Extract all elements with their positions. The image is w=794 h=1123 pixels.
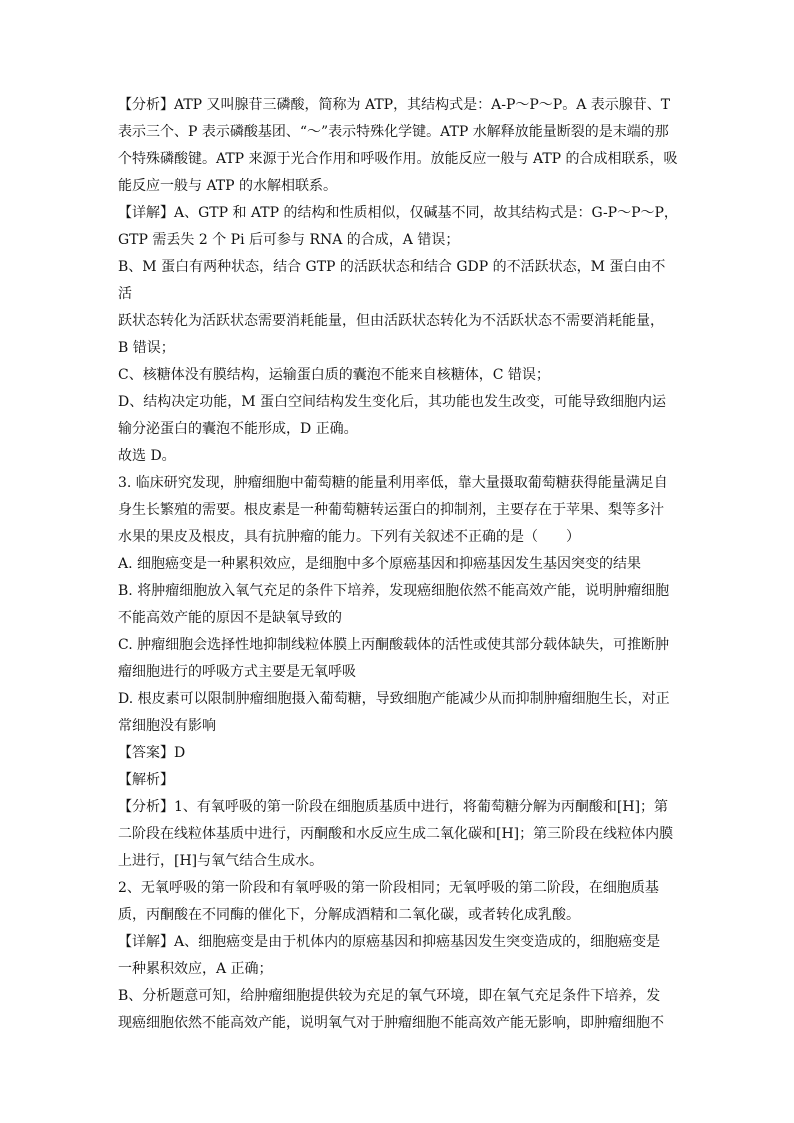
text-line: B、M 蛋白有两种状态，结合 GTP 的活跃状态和结合 GDP 的不活跃状态，M 蛋白由不活: [118, 259, 666, 302]
option-a: A. 细胞癌变是一种累积效应，是细胞中多个原癌基因和抑癌基因发生基因突变的结果: [118, 556, 642, 572]
text-line: 表示三个、P 表示磷酸基团、“～”表示特殊化学键。ATP 水解释放能量断裂的是末端的那: [118, 124, 669, 140]
text-line: 个特殊磷酸键。ATP 来源于光合作用和呼吸作用。放能反应一般与 ATP 的合成相联系，吸: [118, 151, 678, 167]
text-line: D、结构决定功能，M 蛋白空间结构发生变化后，其功能也发生改变，可能导致细胞内运: [118, 394, 667, 410]
text-line: 【分析】1、有氧呼吸的第一阶段在细胞质基质中进行，将葡萄糖分解为丙酮酸和[H]；第: [118, 799, 669, 815]
text-line: 输分泌蛋白的囊泡不能形成，D 正确。: [118, 421, 358, 437]
text-line: 故选 D。: [118, 448, 176, 464]
text-line: 【详解】A、细胞癌变是由于机体内的原癌基因和抑癌基因发生突变造成的，细胞癌变是: [118, 934, 661, 950]
text-line: 质，丙酮酸在不同酶的催化下，分解成酒精和二氧化碳，或者转化成乳酸。: [118, 907, 580, 923]
option-d: D. 根皮素可以限制肿瘤细胞摄入葡萄糖，导致细胞产能减少从而抑制肿瘤细胞生长，对正: [118, 691, 670, 707]
text-line: 【分析】ATP 又叫腺苷三磷酸，简称为 ATP，其结构式是：A-P～P～P。A 表示腺苷、T: [118, 97, 671, 113]
text-line: C、核糖体没有膜结构，运输蛋白质的囊泡不能来自核糖体，C 错误；: [118, 367, 550, 383]
text-line: GTP 需丢失 2 个 Pi 后可参与 RNA 的合成，A 错误；: [118, 232, 460, 248]
option-b: 不能高效产能的原因不是缺氧导致的: [118, 610, 342, 626]
answer-label: 【答案】D: [118, 745, 186, 761]
option-c: C. 肿瘤细胞会选择性地抑制线粒体膜上丙酮酸载体的活性或使其部分载体缺失，可推断肿: [118, 637, 670, 653]
text-line: 上进行，[H]与氧气结合生成水。: [118, 853, 324, 869]
text-line: 二阶段在线粒体基质中进行，丙酮酸和水反应生成二氧化碳和[H]；第三阶段在线粒体内膜: [118, 826, 674, 842]
text-line: 2、无氧呼吸的第一阶段和有氧呼吸的第一阶段相同；无氧呼吸的第二阶段，在细胞质基: [118, 880, 659, 896]
text-line: B、分析题意可知，给肿瘤细胞提供较为充足的氧气环境，即在氧气充足条件下培养，发: [118, 988, 661, 1004]
text-line: 【详解】A、GTP 和 ATP 的结构和性质相似，仅碱基不同，故其结构式是：G-P～P～P，: [118, 205, 678, 221]
option-d: 常细胞没有影响: [118, 718, 216, 734]
text-line: 现癌细胞依然不能高效产能，说明氧气对于肿瘤细胞不能高效产能无影响，即肿瘤细胞不: [118, 1015, 664, 1031]
option-c: 瘤细胞进行的呼吸方式主要是无氧呼吸: [118, 664, 356, 680]
question-stem: 3. 临床研究发现，肿瘤细胞中葡萄糖的能量利用率低，靠大量摄取葡萄糖获得能量满足自: [118, 475, 668, 491]
option-b: B. 将肿瘤细胞放入氧气充足的条件下培养，发现癌细胞依然不能高效产能，说明肿瘤细胞: [118, 583, 670, 599]
text-line: 能反应一般与 ATP 的水解相联系。: [118, 178, 338, 194]
text-line: 一种累积效应，A 正确；: [118, 961, 273, 977]
text-line: 跃状态转化为活跃状态需要消耗能量，但由活跃状态转化为不活跃状态不需要消耗能量，: [118, 313, 664, 329]
analysis-label: 【解析】: [118, 772, 174, 788]
question-stem: 水果的果皮及根皮，具有抗肿瘤的能力。下列有关叙述不正确的是（ ）: [118, 529, 580, 545]
document-page: [118, 92, 678, 1037]
text-line: B 错误；: [118, 340, 175, 356]
question-stem: 身生长繁殖的需要。根皮素是一种葡萄糖转运蛋白的抑制剂，主要存在于苹果、梨等多汁: [118, 502, 664, 518]
